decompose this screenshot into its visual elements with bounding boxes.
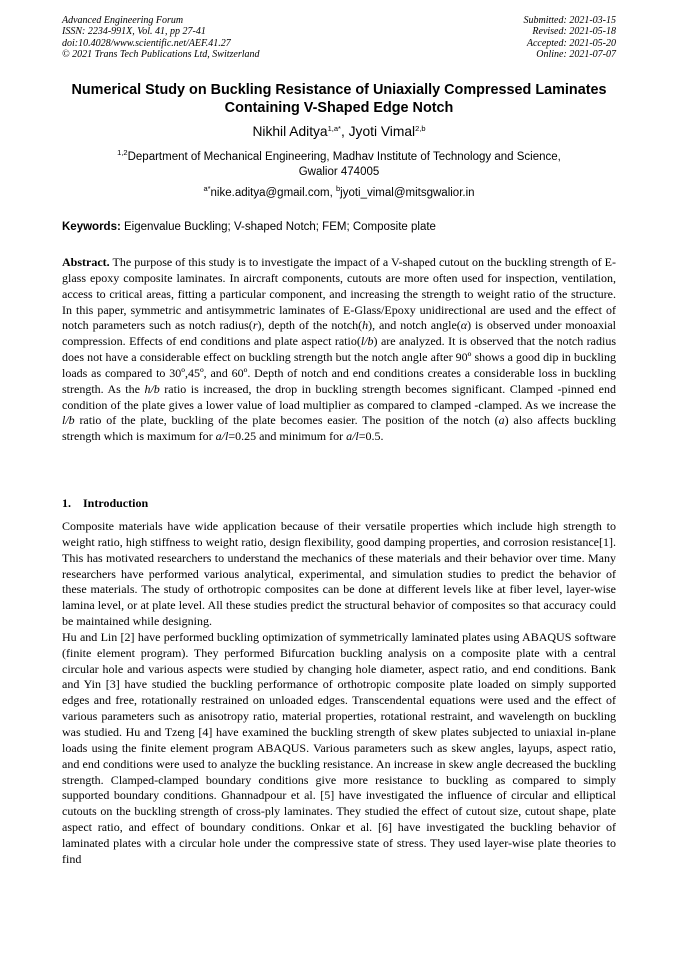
author-separator: , xyxy=(340,124,349,139)
abstract-text: The purpose of this study is to investigate the impact of a V-shaped cutout on the buckling strength of E-glass epoxy composite laminates. In aircraft components, cutouts are more often used for inspection, ventilation, access to critical areas, fitting a particular component, and increasing the strength to weight ratio of the structure. In this paper, symmetric and antisymmetric laminates of E-Glass/Epoxy unidirectional are used and the effect of notch parameters such as notch radius( xyxy=(62,255,616,333)
email-superscript: a* xyxy=(203,184,211,193)
paper-title: Numerical Study on Buckling Resistance of Uniaxially Compressed Laminates Containing V-Shaped Edge Notch xyxy=(71,82,607,116)
abstract-text: ratio is increased, the drop in buckling strength becomes significant. Clamped -pinned end condition of the plate gives a lower value of load multiplier as compared to clamped -clamped. As we increase the xyxy=(62,381,616,412)
abstract-text: =0.5. xyxy=(358,429,384,444)
abstract-text: ) also affects buckling strength which is maximum for xyxy=(62,413,616,444)
author-name: Jyoti Vimal xyxy=(348,124,416,139)
math-symbol: h/b xyxy=(144,381,160,396)
affiliation xyxy=(62,150,616,179)
math-symbol: l/b xyxy=(360,334,374,349)
date-submitted: Submitted: 2021-03-15 xyxy=(523,15,616,26)
math-symbol: a/l xyxy=(215,429,229,444)
journal-issn: ISSN: 2234-991X, Vol. 41, pp 27-41 xyxy=(62,26,206,38)
math-symbol: l/b xyxy=(62,413,75,428)
affiliation-line: Gwalior 474005 xyxy=(298,165,380,178)
affiliation-text: Department of Mechanical Engineering, Madhav Institute of Technology and Science, xyxy=(127,151,561,163)
keywords-text: Eigenvalue Buckling; V-shaped Notch; FEM; Composite plate xyxy=(120,221,436,233)
math-symbol: h xyxy=(362,318,369,333)
keywords-label: Keywords: xyxy=(62,221,121,233)
abstract xyxy=(62,255,616,445)
date-accepted: Accepted: 2021-05-20 xyxy=(526,37,616,49)
abstract-text: ) is observed under monoaxial compression. Effects of end conditions and plate aspect ratio( xyxy=(62,318,616,349)
journal-name: Advanced Engineering Forum xyxy=(62,15,184,26)
abstract-text: ), and notch angle( xyxy=(368,318,461,333)
abstract-text: ratio of the plate, buckling of the plate becomes easier. The position of the notch ( xyxy=(74,413,499,428)
section-title: Introduction xyxy=(83,496,149,510)
email-link[interactable]: jyoti_vimal@mitsgwalior.in xyxy=(340,187,475,199)
date-online: Online: 2021-07-07 xyxy=(536,48,616,60)
paragraph: Hu and Lin [2] have performed buckling optimization of symmetrically laminated plates using ABAQUS software (finite element program). They performed Bifurcation buckling analysis on a composite plate with a central circular hole and various aspects were studied by changing hole diameter, aspect ratio, and end conditions. Bank and Yin [3] have studied the buckling performance of orthotropic composite plate loaded on simply supported edges and free, rotationally restrained on unloaded edges. Transcendental equations were used and the effect of various parameters such as anisotropy ratio, material properties, rotational restraint, and wavelength on buckling was studied. Hu and Tzeng [4] have examined the buckling strength of skew plates subjected to uniaxial in-plane loads using the finite element program ABAQUS. Various parameters such as skew angles, layups, aspect ratio, and end conditions were used to analyze the buckling resistance. An increase in skew angle decreased the buckling strength. Clamped-clamped boundary conditions give more resistance to buckling as compared to simply supported boundary conditions. Ghannadpour et al. [5] have investigated the influence of circular and elliptical cutouts on the buckling strength of cross-ply laminates. They studied the effect of cutout size, cutout shape, plate aspect ratio, and effect of boundary conditions. Onkar et al. [6] have investigated the buckling behavior of laminated plates with a circular hole under the compressive state of stress. They used layer-wise plate theories to find xyxy=(62,629,616,866)
abstract-text: ) are analyzed. It is observed that the notch radius does not have a considerable effect on buckling strength but the notch angle after 90º shows a good dip in buckling loads as compared to 30º,45º, and 60º. Depth of notch and end conditions creates a considerable loss in buckling strength. As the xyxy=(62,334,617,396)
author-name: Nikhil Aditya xyxy=(252,124,328,139)
affiliation-superscript: 1,2 xyxy=(117,148,128,157)
email-link[interactable]: nike.aditya@gmail.com, xyxy=(210,187,336,199)
abstract-text: =0.25 and minimum for xyxy=(228,429,347,444)
introduction-section xyxy=(62,519,616,868)
math-symbol: r xyxy=(252,318,258,333)
math-symbol: a xyxy=(498,413,505,428)
journal-doi: doi:10.4028/www.scientific.net/AEF.41.27 xyxy=(62,37,231,49)
author-emails xyxy=(62,186,616,200)
math-symbol: a/l xyxy=(346,429,359,444)
math-symbol: α xyxy=(460,318,468,333)
affiliation-line xyxy=(62,150,616,165)
author-superscript: 2,b xyxy=(415,124,426,133)
abstract-text: ), depth of the notch( xyxy=(257,318,363,333)
author-superscript: 1,a* xyxy=(327,124,341,133)
section-number: 1. xyxy=(62,496,71,510)
section-heading xyxy=(62,496,148,511)
journal-info xyxy=(62,15,260,60)
date-revised: Revised: 2021-05-18 xyxy=(532,26,616,38)
publication-dates xyxy=(524,15,617,60)
paragraph: Composite materials have wide application because of their versatile properties which include high strength to weight ratio, high stiffness to weight ratio, design flexibility, good damping properties, and corrosion resistance[1]. This has motivated researchers to understand the mechanics of these materials and their behavior over time. Many researchers have performed various analytical, experimental, and simulation studies to predict the behavior of these materials. The study of orthotropic composites can be done at different levels like at fiber level, layer-wise lamina level, or at plate level. All these studies predict the structural behavior of composites so that accuracy could be maintained while designing. xyxy=(62,519,616,629)
journal-copyright: © 2021 Trans Tech Publications Ltd, Switzerland xyxy=(62,48,260,60)
keywords xyxy=(62,220,616,234)
author-line xyxy=(62,123,616,140)
abstract-label: Abstract. xyxy=(62,255,110,269)
email-superscript: b xyxy=(335,184,341,193)
